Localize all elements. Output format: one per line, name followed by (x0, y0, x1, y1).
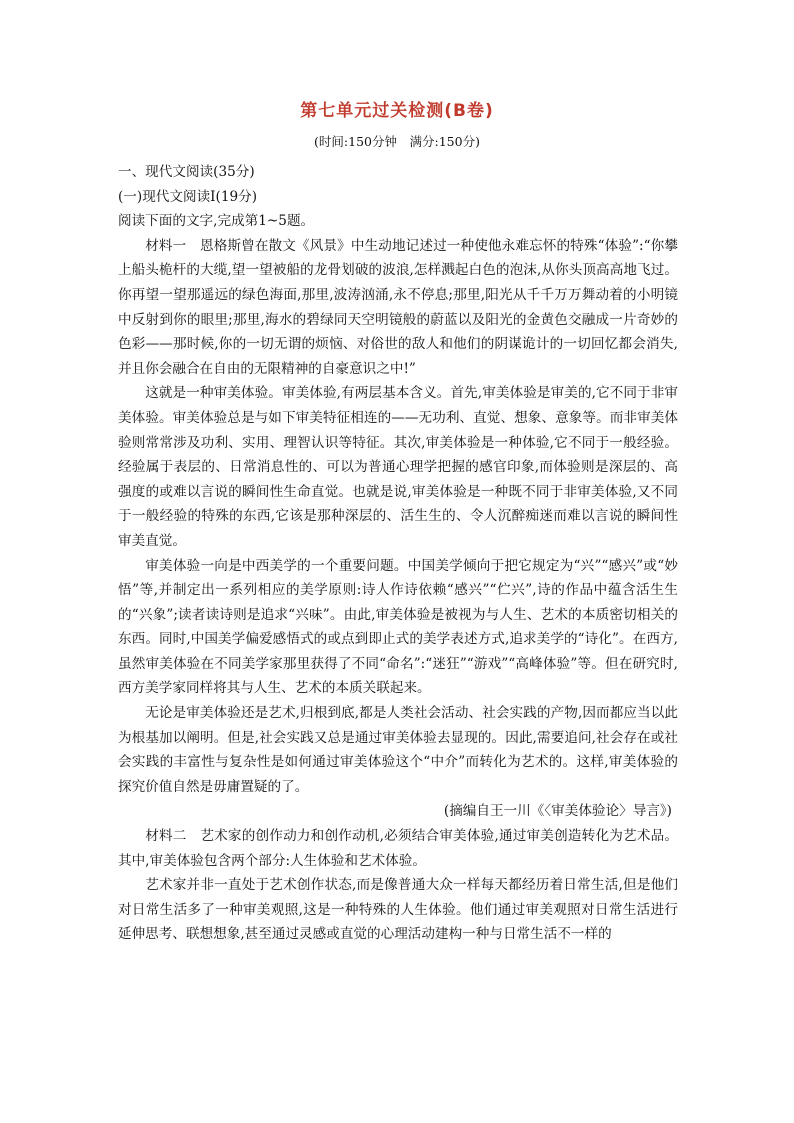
subsection-heading: (一)现代文阅读Ⅰ(19分) (118, 188, 258, 205)
document-body (118, 160, 678, 947)
reading-instruction: 阅读下面的文字,完成第1~5题。 (118, 213, 315, 230)
section-heading: 一、现代文阅读(35分) (118, 164, 255, 180)
paragraph: 审美体验一向是中西美学的一个重要问题。中国美学倾向于把它规定为“兴”“感兴”或“妙悟”等,并制定出一系列相应的美学原则:诗人作诗依赖“感兴”“伫兴”,诗的作品中蕴含活生生的“兴象”;读者读诗则是追求“兴味”。由此,审美体验是被视为与人生、艺术的本质密切相关的东西。同时,中国美学偏爱感悟式的或点到即止式的美学表述方式,追求美学的“诗化”。在西方,虽然审美体验在不同美学家那里获得了不同“命名”:“迷狂”“游戏”“高峰体验”等。但在研究时,西方美学家同样将其与人生、艺术的本质关联起来。 (118, 557, 678, 697)
page-title: 第七单元过关检测(B卷) (300, 101, 494, 121)
paragraph: 材料二 艺术家的创作动力和创作动机,必须结合审美体验,通过审美创造转化为艺术品。其中,审美体验包含两个部分:人生体验和艺术体验。 (118, 828, 678, 869)
paragraph: 无论是审美体验还是艺术,归根到底,都是人类社会活动、社会实践的产物,因而都应当以此为根基加以阐明。但是,社会实践又总是通过审美体验去显现的。因此,需要追问,社会存在或社会实践的丰富性与复杂性是如何通过审美体验这个“中介”而转化为艺术的。这样,审美体验的探究价值自然是毋庸置疑的了。 (118, 705, 678, 795)
paragraph: 材料一 恩格斯曾在散文《风景》中生动地记述过一种使他永难忘怀的特殊“体验”:“你攀上船头桅杆的大缆,望一望被船的龙骨划破的波浪,怎样溅起白色的泡沫,从你头顶高高地飞过。你再望一望那遥远的绿色海面,那里,波涛汹涌,永不停息;那里,阳光从千千万万舞动着的小明镜中反射到你的眼里;那里,海水的碧绿同天空明镜般的蔚蓝以及阳光的金黄色交融成一片奇妙的色彩——那时候,你的一切无谓的烦恼、对俗世的敌人和他们的阴谋诡计的一切回忆都会消失,并且你会融合在自由的无限精神的自豪意识之中!” (118, 237, 678, 377)
exam-time-score: (时间:150分钟 满分:150分) (314, 134, 480, 149)
source-citation: (摘编自王一川《〈审美体验论〉导言》) (443, 803, 672, 820)
paragraph: 这就是一种审美体验。审美体验,有两层基本含义。首先,审美体验是审美的,它不同于非审美体验。审美体验总是与如下审美特征相连的——无功利、直觉、想象、意象等。而非审美体验则常常涉及功利、实用、理智认识等特征。其次,审美体验是一种体验,它不同于一般经验。经验属于表层的、日常消息性的、可以为普通心理学把握的感官印象,而体验则是深层的、高强度的或难以言说的瞬间性生命直觉。也就是说,审美体验是一种既不同于非审美体验,又不同于一般经验的特殊的东西,它该是那种深层的、活生生的、令人沉醉痴迷而难以言说的瞬间性审美直觉。 (118, 385, 678, 549)
paragraph: 艺术家并非一直处于艺术创作状态,而是像普通大众一样每天都经历着日常生活,但是他们对日常生活多了一种审美观照,这是一种特殊的人生体验。他们通过审美观照对日常生活进行延伸思考、联想想象,甚至通过灵感或直觉的心理活动建构一种与日常生活不一样的 (118, 877, 678, 943)
